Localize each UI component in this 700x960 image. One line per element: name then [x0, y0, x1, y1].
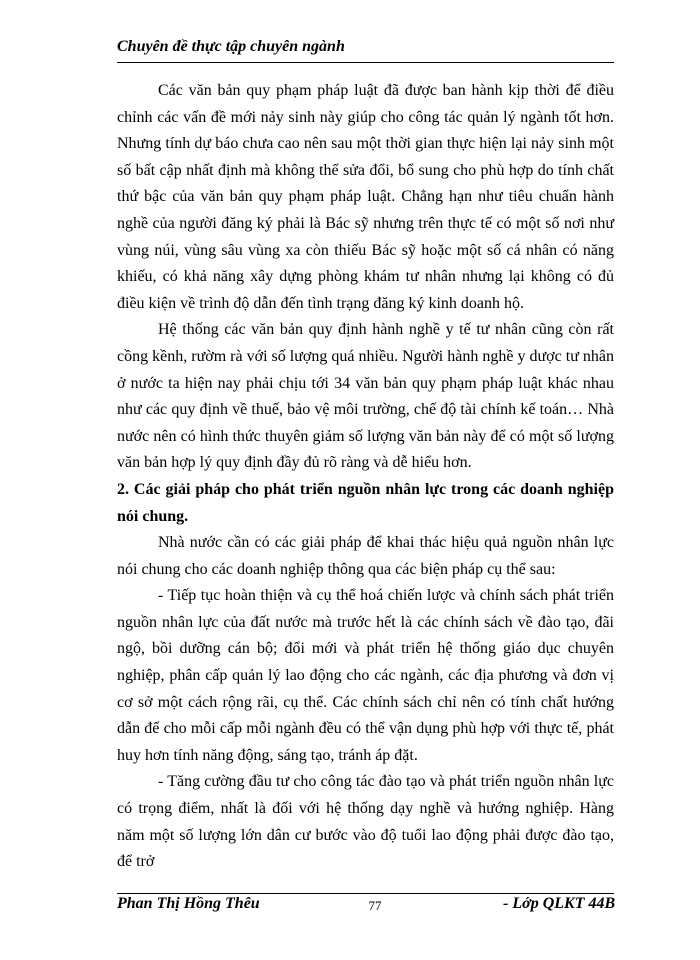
page-number: 77: [368, 898, 382, 913]
bullet-policy-completion: - Tiếp tục hoàn thiện và cụ thể hoá chiến lược và chính sách phát triển nguồn nhân lực của đất nước mà trước hết là các chính sách về đào tạo, đãi ngộ, bồi dưỡng cán bộ; đổi mới và phát triển hệ thống giáo dục chuyên nghiệp, phân cấp quản lý lao động cho các ngành, các địa phương và đơn vị cơ sở một cách rộng rãi, cụ thể. Các chính sách chỉ nên có tính chất hướng dẫn để cho mỗi cấp mỗi ngành đều có thể vận dụng phù hợp với thực tế, phát huy hơn tính năng động, sáng tạo, tránh áp đặt.: [117, 587, 614, 764]
bullet-training-investment: - Tăng cường đầu tư cho công tác đào tạo và phát triển nguồn nhân lực có trọng điểm, nhất là đối với hệ thống dạy nghề và hướng nghiệp. Hàng năm một số lượng lớn dân cư bước vào độ tuổi lao động phải được đào tạo, để trở: [117, 773, 614, 871]
paragraph-regulation-issues: Các văn bản quy phạm pháp luật đã được ban hành kịp thời để điều chỉnh các vấn đề mới nảy sinh này giúp cho công tác quản lý ngành tốt hơn. Nhưng tính dự báo chưa cao nên sau một thời gian thực hiện lại nảy sinh một số bất cập nhất định mà không thể sửa đổi, bổ sung cho phù hợp do tính chất thứ bậc của văn bản quy phạm pháp luật. Chẳng hạn như tiêu chuẩn hành nghề của người đăng ký phải là Bác sỹ nhưng trên thực tế có một số nơi như vùng núi, vùng sâu vùng xa còn thiếu Bác sỹ hoặc một số cá nhân có năng khiếu, có khả năng xây dựng phòng khám tư nhân nhưng lại không có đủ điều kiện về trình độ dẫn đến tình trạng đăng ký kinh doanh hộ.: [117, 82, 614, 312]
section-heading-2: 2. Các giải pháp cho phát triển nguồn nhân lực trong các doanh nghiệp nói chung.: [117, 480, 614, 525]
header-rule: [117, 62, 614, 63]
footer-author: Phan Thị Hồng Thêu: [117, 895, 260, 912]
paragraph-regulation-volume: Hệ thống các văn bản quy định hành nghề y tế tư nhân cũng còn rất cồng kềnh, rườm rà với số lượng quá nhiều. Người hành nghề y dược tư nhân ở nước ta hiện nay phải chịu tới 34 văn bản quy phạm pháp luật khác nhau như các quy định về thuế, bảo vệ môi trường, chế độ tài chính kế toán… Nhà nước nên có hình thức thuyên giảm số lượng văn bản này để có một số lượng văn bản hợp lý quy định đầy đủ rõ ràng và dễ hiểu hơn.: [117, 321, 614, 472]
page-body: [117, 78, 614, 876]
page-header-title: Chuyên đề thực tập chuyên ngành: [117, 38, 345, 55]
footer-class: - Lớp QLKT 44B: [503, 895, 616, 912]
footer-rule: [117, 893, 614, 894]
paragraph-solutions-intro: Nhà nước cần có các giải pháp để khai thác hiệu quả nguồn nhân lực nói chung cho các doanh nghiệp thông qua các biện pháp cụ thể sau:: [117, 534, 614, 578]
